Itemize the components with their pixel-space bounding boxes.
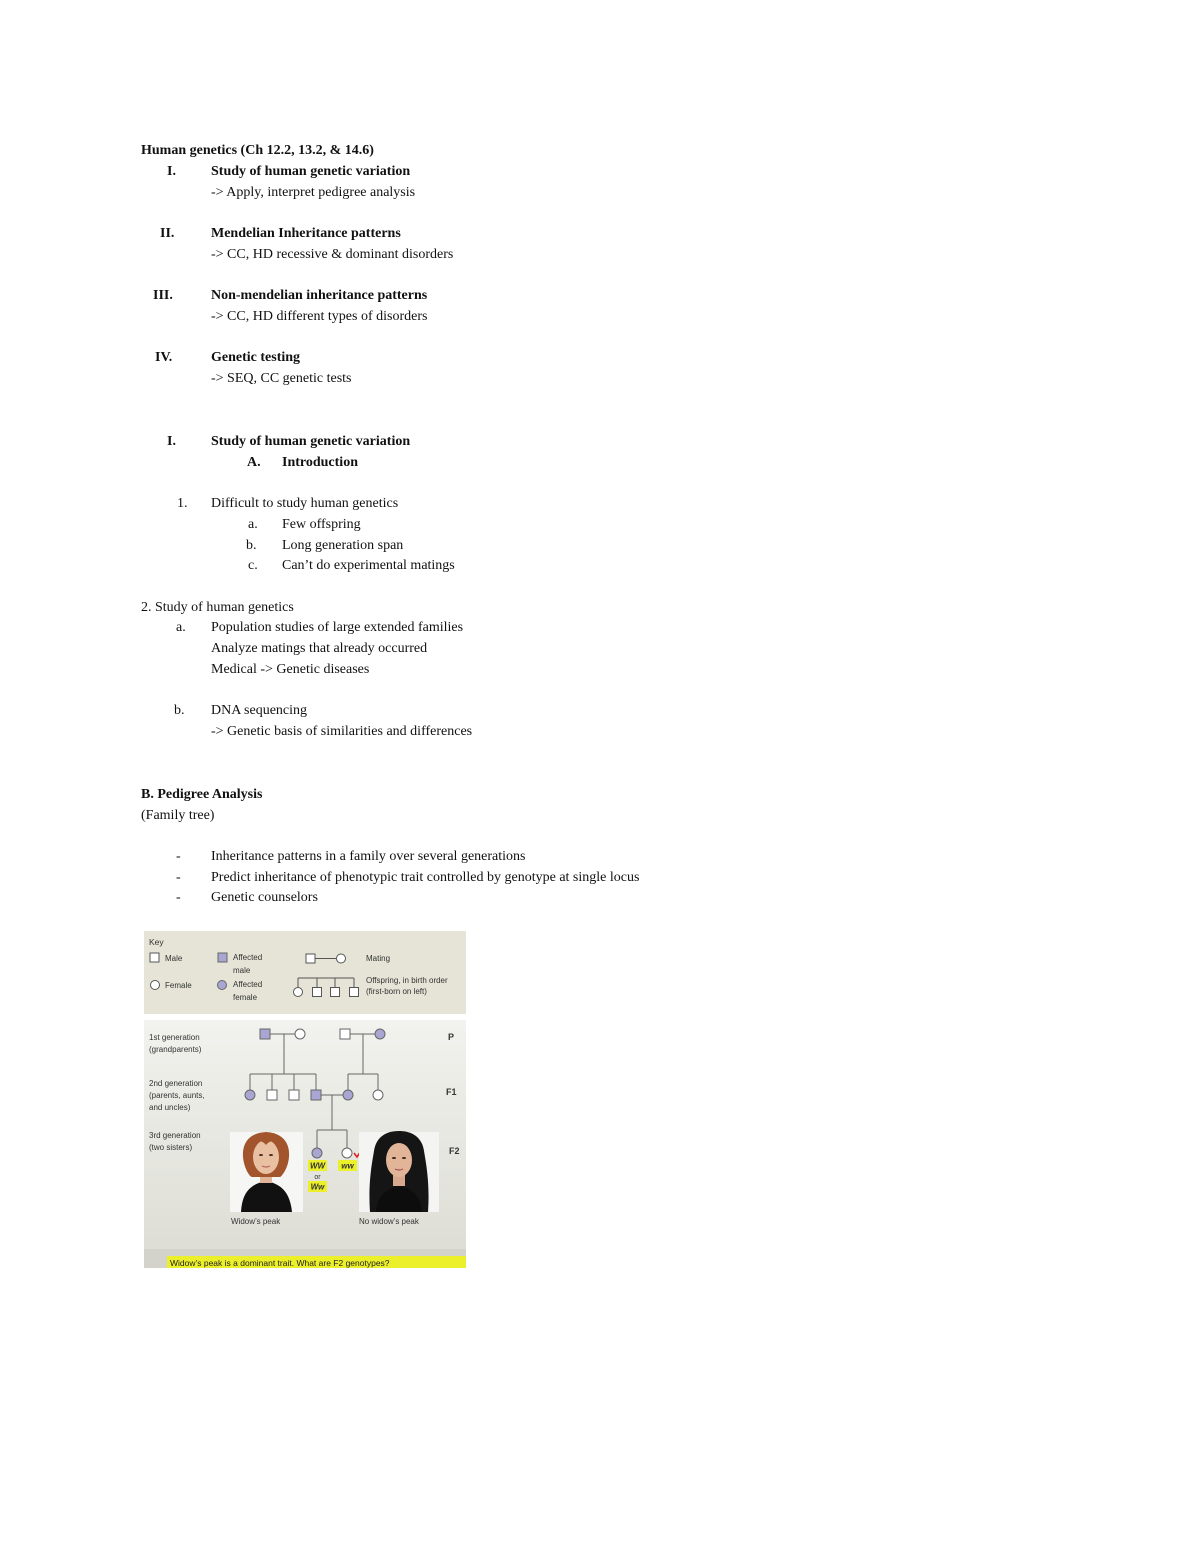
- bullet-item: Inheritance patterns in a family over several generations: [211, 849, 526, 864]
- offspring-male-symbol: [313, 988, 322, 997]
- bullet-item: Genetic counselors: [211, 890, 318, 905]
- photo-caption: Widow’s peak: [231, 1217, 281, 1226]
- list-letter: b.: [246, 538, 257, 553]
- generation-label: 3rd generation: [149, 1131, 201, 1140]
- section-heading: B. Pedigree Analysis: [141, 787, 263, 802]
- section-num: I.: [167, 434, 176, 449]
- generation-label: and uncles): [149, 1103, 191, 1112]
- outline-num: I.: [167, 164, 176, 179]
- list-item: Can’t do experimental matings: [282, 558, 455, 573]
- list-letter: a.: [248, 517, 258, 532]
- key-label: (first-born on left): [366, 987, 427, 996]
- subsection-heading: Introduction: [282, 455, 358, 470]
- male: [267, 1090, 277, 1100]
- offspring-male-symbol: [350, 988, 359, 997]
- outline-heading: Non-mendelian inheritance patterns: [211, 288, 428, 303]
- offspring-male-symbol: [331, 988, 340, 997]
- mating-male-symbol: [306, 954, 315, 963]
- outline-num: II.: [160, 226, 175, 241]
- generation-label: (two sisters): [149, 1143, 193, 1152]
- bullet-item: Predict inheritance of phenotypic trait controlled by genotype at single locus: [211, 870, 640, 885]
- outline-note: -> SEQ, CC genetic tests: [211, 371, 352, 386]
- photo-caption: No widow’s peak: [359, 1217, 419, 1226]
- key-label: Offspring, in birth order: [366, 976, 448, 985]
- female: [373, 1090, 383, 1100]
- outline-note: -> CC, HD recessive & dominant disorders: [211, 247, 454, 262]
- section-subheading: (Family tree): [141, 808, 215, 823]
- key-label: Mating: [366, 954, 391, 963]
- key-label: male: [233, 966, 251, 975]
- key-title: Key: [149, 937, 164, 947]
- generation-tag: F1: [446, 1087, 457, 1097]
- list-item: 2. Study of human genetics: [141, 600, 294, 615]
- list-letter: c.: [248, 558, 258, 573]
- list-letter: a.: [176, 620, 186, 635]
- generation-label: (grandparents): [149, 1045, 202, 1054]
- key-label: Affected: [233, 953, 263, 962]
- list-item: -> Genetic basis of similarities and differences: [211, 724, 473, 739]
- female-symbol: [151, 981, 160, 990]
- affected-female: [375, 1029, 385, 1039]
- outline-heading: Genetic testing: [211, 350, 301, 365]
- list-item: Medical -> Genetic diseases: [211, 662, 370, 677]
- generation-label: 1st generation: [149, 1033, 200, 1042]
- affected-female: [245, 1090, 255, 1100]
- bullet-mark: -: [176, 870, 181, 885]
- affected-male-symbol: [218, 953, 227, 962]
- outline-num: III.: [153, 288, 173, 303]
- mating-female-symbol: [337, 954, 346, 963]
- list-number: 1.: [177, 496, 188, 511]
- section-heading: Study of human genetic variation: [211, 434, 411, 449]
- list-item: Difficult to study human genetics: [211, 496, 399, 511]
- list-item: Few offspring: [282, 517, 361, 532]
- page-title: Human genetics (Ch 12.2, 13.2, & 14.6): [141, 143, 374, 158]
- key-label: Affected: [233, 980, 263, 989]
- generation-tag: P: [448, 1032, 455, 1042]
- generation-label: (parents, aunts,: [149, 1091, 205, 1100]
- bullet-mark: -: [176, 849, 181, 864]
- affected-male: [311, 1090, 321, 1100]
- list-item: DNA sequencing: [211, 703, 308, 718]
- generation-label: 2nd generation: [149, 1079, 203, 1088]
- key-label: Female: [165, 981, 192, 990]
- list-item: Analyze matings that already occurred: [211, 641, 428, 656]
- outline-note: -> CC, HD different types of disorders: [211, 309, 428, 324]
- male-symbol: [150, 953, 159, 962]
- genotype-label: ww: [341, 1161, 354, 1171]
- pedigree-diagram: [144, 931, 466, 1268]
- photo-no-widows-peak: [359, 1131, 439, 1212]
- outline-heading: Study of human genetic variation: [211, 164, 411, 179]
- genotype-label: Ww: [310, 1182, 325, 1192]
- outline-heading: Mendelian Inheritance patterns: [211, 226, 401, 241]
- affected-male: [260, 1029, 270, 1039]
- female: [295, 1029, 305, 1039]
- generation-tag: F2: [449, 1146, 460, 1156]
- photo-widows-peak: [230, 1132, 303, 1212]
- list-item: Long generation span: [282, 538, 404, 553]
- key-label: female: [233, 993, 258, 1002]
- outline-num: IV.: [155, 350, 173, 365]
- key-panel: [144, 931, 466, 1014]
- list-letter: b.: [174, 703, 185, 718]
- pedigree-figure: [144, 931, 466, 1268]
- female: [342, 1148, 352, 1158]
- genotype-label: or: [314, 1174, 321, 1181]
- male: [289, 1090, 299, 1100]
- list-item: Population studies of large extended families: [211, 620, 464, 635]
- male: [340, 1029, 350, 1039]
- affected-female-symbol: [218, 981, 227, 990]
- subsection-letter: A.: [247, 455, 261, 470]
- offspring-female-symbol: [294, 988, 303, 997]
- affected-female: [343, 1090, 353, 1100]
- genotype-label: WW: [309, 1161, 326, 1171]
- bullet-mark: -: [176, 890, 181, 905]
- affected-female: [312, 1148, 322, 1158]
- question-text: Widow’s peak is a dominant trait. What are F2 genotypes?: [170, 1258, 390, 1268]
- key-label: Male: [165, 954, 183, 963]
- panel-divider: [144, 1014, 466, 1020]
- outline-note: -> Apply, interpret pedigree analysis: [211, 185, 416, 200]
